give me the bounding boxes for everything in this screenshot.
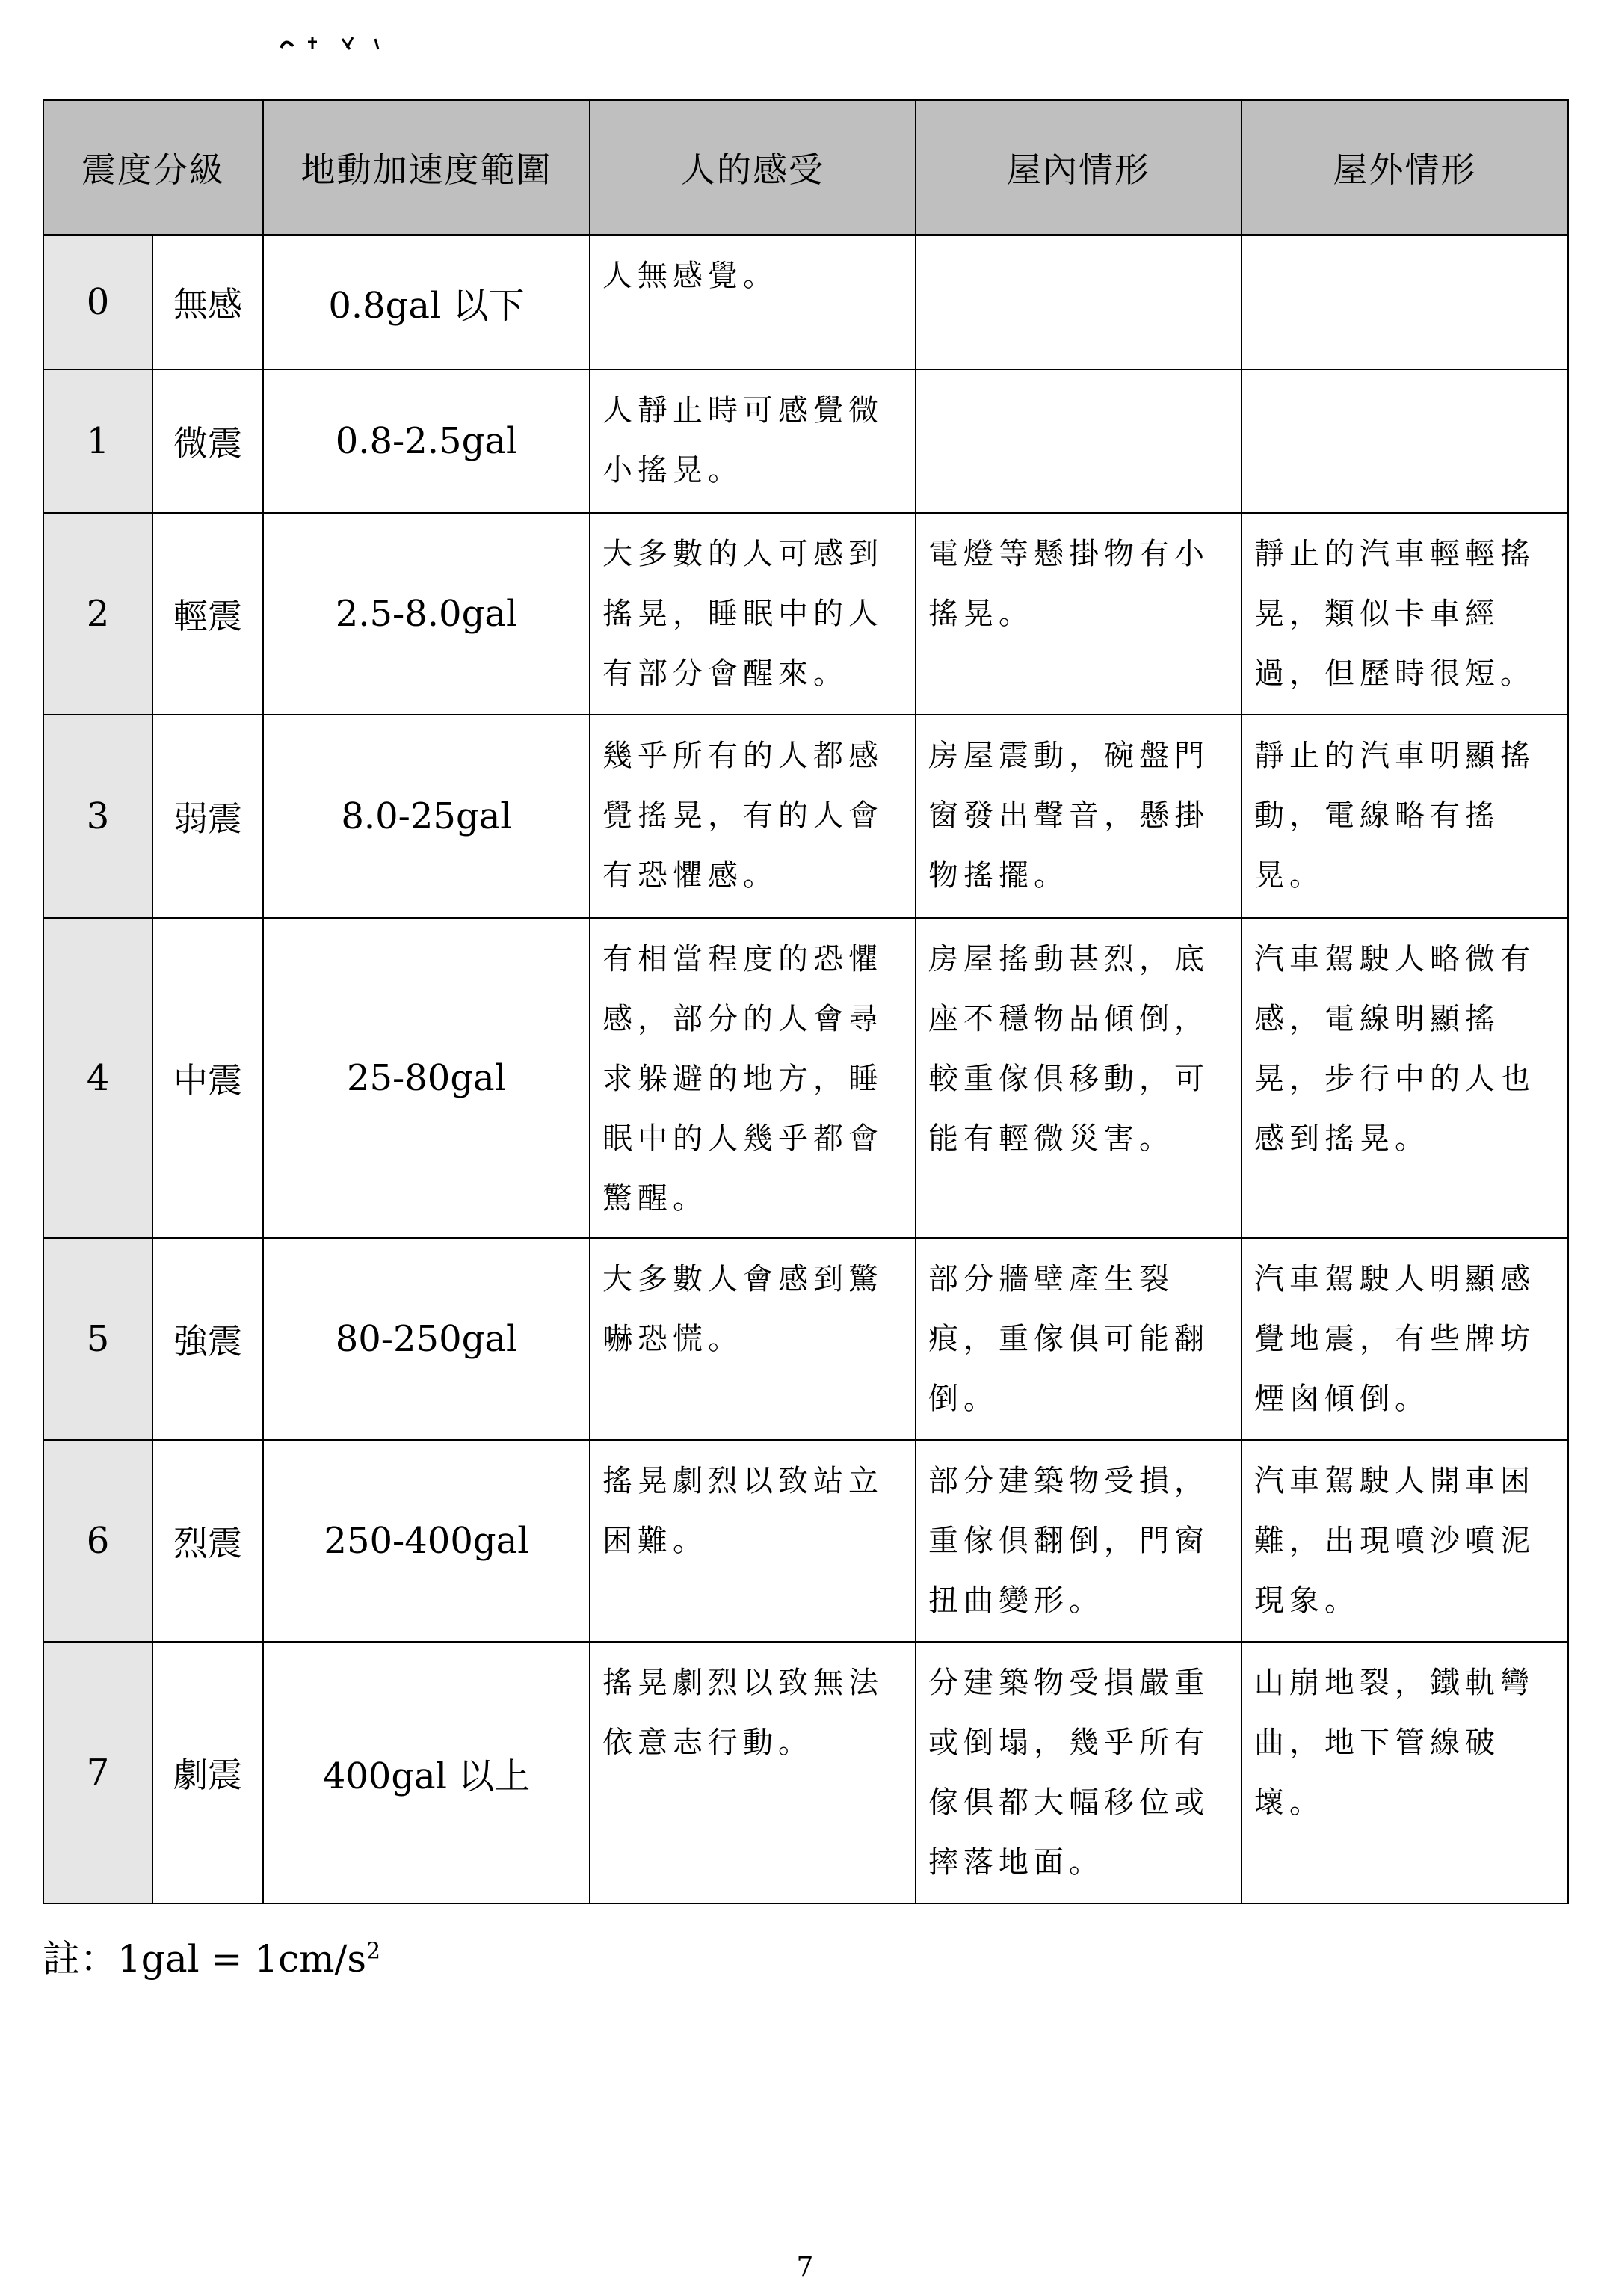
indoor-cell: 分建築物受損嚴重或倒塌，幾乎所有傢俱都大幅移位或摔落地面。 [916,1642,1242,1903]
level-cell: 3 [43,715,152,918]
header-indoor-situation: 屋內情形 [916,100,1242,235]
level-name-cell: 輕震 [152,513,263,715]
table-row [43,1238,1568,1440]
level-cell: 6 [43,1440,152,1642]
indoor-cell: 房屋搖動甚烈，底座不穩物品傾倒，較重傢俱移動，可能有輕微災害。 [916,918,1242,1238]
acceleration-cell: 25-80gal [263,918,590,1238]
table-row [43,918,1568,1238]
level-cell: 5 [43,1238,152,1440]
indoor-cell: 房屋震動，碗盤門窗發出聲音，懸掛物搖擺。 [916,715,1242,918]
indoor-cell: 電燈等懸掛物有小搖晃。 [916,513,1242,715]
level-name-cell: 劇震 [152,1642,263,1903]
table-row [43,715,1568,918]
level-name-cell: 中震 [152,918,263,1238]
level-cell: 7 [43,1642,152,1903]
acceleration-cell: 0.8gal 以下 [263,235,590,369]
header-acceleration-range: 地動加速度範圍 [263,100,590,235]
human-perception-cell: 人無感覺。 [590,235,916,369]
level-cell: 0 [43,235,152,369]
human-perception-cell: 大多數的人可感到搖晃，睡眠中的人有部分會醒來。 [590,513,916,715]
top-text-fragment [278,30,442,52]
acceleration-cell: 80-250gal [263,1238,590,1440]
outdoor-cell: 靜止的汽車明顯搖動，電線略有搖晃。 [1242,715,1568,918]
level-name-cell: 弱震 [152,715,263,918]
acceleration-cell: 400gal 以上 [263,1642,590,1903]
header-outdoor-situation: 屋外情形 [1242,100,1568,235]
table-footnote [43,1929,380,1983]
level-name-cell: 微震 [152,369,263,513]
indoor-cell: 部分建築物受損，重傢俱翻倒，門窗扭曲變形。 [916,1440,1242,1642]
table-row [43,513,1568,715]
table-row [43,235,1568,369]
level-cell: 4 [43,918,152,1238]
level-name-cell: 烈震 [152,1440,263,1642]
outdoor-cell: 汽車駕駛人略微有感，電線明顯搖晃，步行中的人也感到搖晃。 [1242,918,1568,1238]
human-perception-cell: 人靜止時可感覺微小搖晃。 [590,369,916,513]
outdoor-cell: 汽車駕駛人開車困難，出現噴沙噴泥現象。 [1242,1440,1568,1642]
seismic-intensity-table [43,99,1569,1904]
acceleration-cell: 0.8-2.5gal [263,369,590,513]
page-number: 7 [796,2252,814,2283]
table-header-row [43,100,1568,235]
indoor-cell [916,235,1242,369]
acceleration-cell: 8.0-25gal [263,715,590,918]
outdoor-cell: 靜止的汽車輕輕搖晃，類似卡車經過，但歷時很短。 [1242,513,1568,715]
outdoor-cell [1242,235,1568,369]
header-human-perception: 人的感受 [590,100,916,235]
acceleration-cell: 250-400gal [263,1440,590,1642]
level-cell: 1 [43,369,152,513]
indoor-cell [916,369,1242,513]
table-row [43,369,1568,513]
acceleration-cell: 2.5-8.0gal [263,513,590,715]
outdoor-cell [1242,369,1568,513]
level-cell: 2 [43,513,152,715]
outdoor-cell: 山崩地裂，鐵軌彎曲，地下管線破壞。 [1242,1642,1568,1903]
level-name-cell: 無感 [152,235,263,369]
human-perception-cell: 大多數人會感到驚嚇恐慌。 [590,1238,916,1440]
human-perception-cell: 搖晃劇烈以致無法依意志行動。 [590,1642,916,1903]
header-intensity-level: 震度分級 [43,100,263,235]
level-name-cell: 強震 [152,1238,263,1440]
human-perception-cell: 搖晃劇烈以致站立困難。 [590,1440,916,1642]
table-row [43,1440,1568,1642]
human-perception-cell: 有相當程度的恐懼感，部分的人會尋求躲避的地方，睡眠中的人幾乎都會驚醒。 [590,918,916,1238]
table-row [43,1642,1568,1903]
human-perception-cell: 幾乎所有的人都感覺搖晃，有的人會有恐懼感。 [590,715,916,918]
footnote-superscript: 2 [366,1938,381,1965]
footnote-text: 註：1gal = 1cm/s [43,1937,367,1980]
outdoor-cell: 汽車駕駛人明顯感覺地震，有些牌坊煙囪傾倒。 [1242,1238,1568,1440]
indoor-cell: 部分牆壁產生裂痕，重傢俱可能翻倒。 [916,1238,1242,1440]
